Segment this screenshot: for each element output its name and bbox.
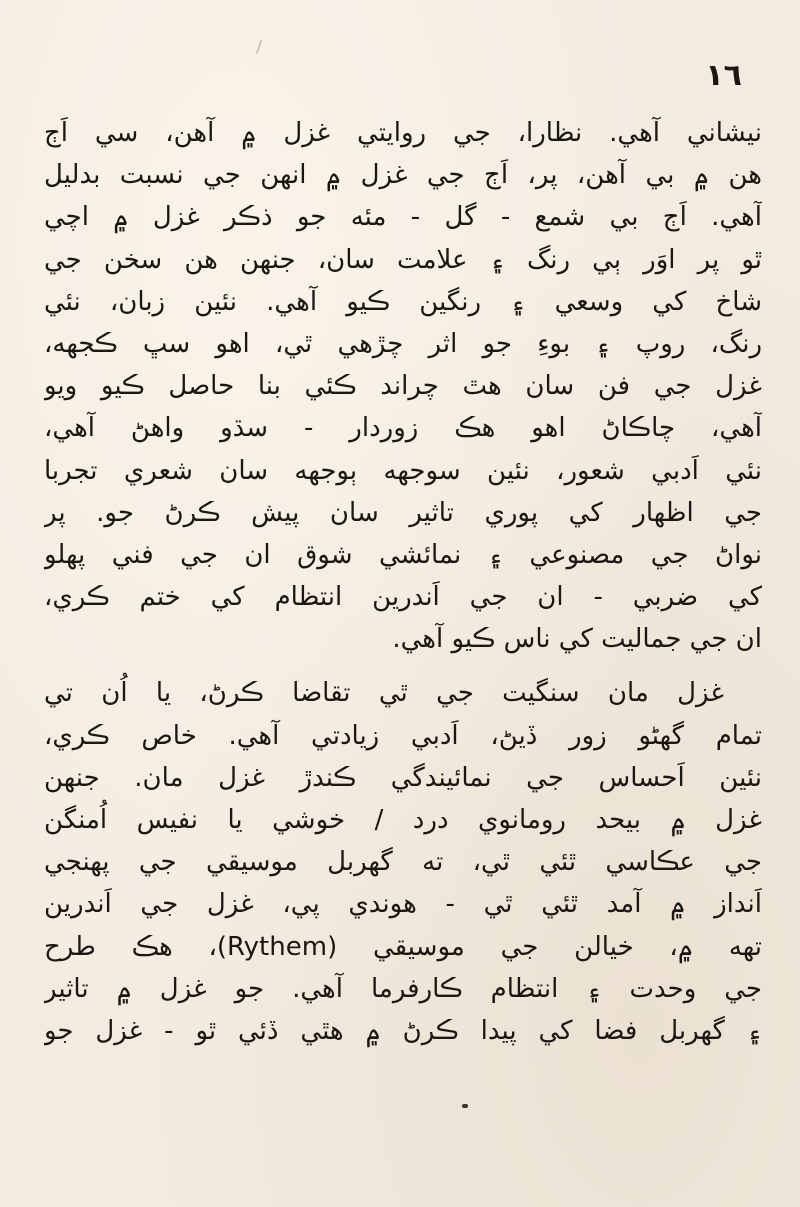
text-line: غزل ۾ بيحد رومانوي درد / خوشي يا نفيس اُمنگن [44,805,762,835]
paragraph-2 [44,672,762,1052]
text-line: تمام گهڻو زور ڏيڻ، اَدبي زيادتي آهي. خاص ڪري، [44,720,762,751]
text-line: آهي. اَڄ بي شمع - گل - مئه جو ذڪر غزل ۾ اچي [44,202,762,233]
text-line: نئين اَحساس جي نمائيندگي ڪندڙ غزل مان. جنهن [44,762,762,793]
text-line: نواڻ جي مصنوعي ۽ نمائشي شوق ان جي فني پهلو [44,539,762,570]
text-line: غزل جي فن سان هٿ چراند ڪئي بنا حاصل ڪيو ويو [44,371,762,402]
text-line: جي وحدت ۽ انتظام ڪارفرما آهي. جو غزل ۾ تاثير [44,973,762,1004]
text-line: نيشاني آهي. نظارا، جي روايتي غزل ۾ آهن، سي اَڄ [44,118,762,148]
paragraph-gap [44,660,762,672]
body-text [44,112,762,1052]
text-line: رنگ، روپ ۽ بوءِ جو اثر چڙهي ٿي، اهو سڀ ڪجهه، [44,328,762,359]
text-line: هن ۾ بي آهن، پر، اَڄ جي غزل ۾ انهن جي نسبت بدليل [44,160,762,191]
text-line: آهي، چاڪاڻ اهو هڪ زوردار - سڌو واهڻ آهي، [44,413,762,444]
text-line: جي عڪاسي ٿئي ٿي، ته گهربل موسيقي جي پهنجي [44,847,762,878]
text-line: اَنداز ۾ آمد ٿئي ٿي - هوندي پي، غزل جي اَندرين [44,889,762,920]
page-number: ١٦ [705,58,742,93]
text-line: تهه ۾، خيالن جي موسيقي (Rythem)، هڪ طرح [44,931,762,962]
text-line: کي ضربي - ان جي اَندرين انتظام کي ختم ڪري، [44,582,762,613]
paragraph-1 [44,112,762,660]
paper-scratch [256,40,262,54]
text-line: ۽ گهربل فضا کي پيدا ڪرڻ ۾ هٿي ڏئي ٿو - غزل جو [44,1015,762,1046]
ink-speck [462,1104,468,1108]
text-line: نئي اَدبي شعور، نئين سوجهه ٻوجهه سان شعري تجربا [44,455,762,486]
text-line: ٿو پر اوَر ٻي رنگ ۽ علامت سان، جنهن هن سخن جي [44,244,762,275]
text-line: جي اظهار کي پوري تاثير سان پيش ڪرڻ جو. پر [44,497,762,528]
text-line: ان جي جماليت کي ناس ڪيو آهي. [392,624,762,655]
text-line: شاخ کي وسعي ۽ رنگين ڪيو آهي. نئين زبان، نئي [44,286,762,317]
text-line: غزل مان سنگيت جي ٿي تقاضا ڪرڻ، يا اُن تي [44,678,724,709]
